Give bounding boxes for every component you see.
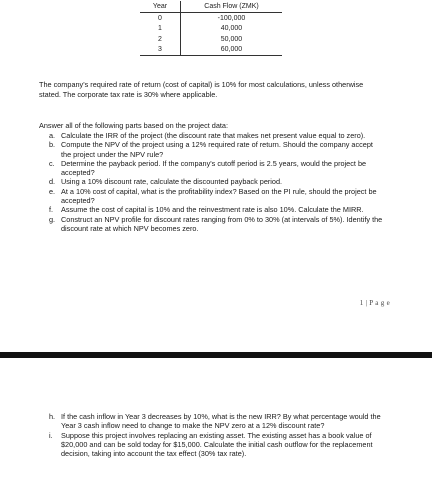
question-label: h. xyxy=(49,412,56,421)
table-row xyxy=(140,24,282,35)
question-item xyxy=(39,177,385,186)
instruction-line: Answer all of the following parts based on the project data: xyxy=(39,121,229,130)
question-label: f. xyxy=(49,205,54,215)
year-cell: 0 xyxy=(140,13,181,24)
question-text: Using a 10% discount rate, calculate the discounted payback period. xyxy=(61,177,283,187)
question-label: e. xyxy=(49,186,56,196)
question-item xyxy=(39,412,385,431)
page-number: 1 | P a g e xyxy=(359,299,390,307)
question-label: c. xyxy=(49,158,55,168)
question-label: i. xyxy=(49,430,53,440)
question-list xyxy=(39,131,385,233)
question-text: Assume the cost of capital is 10% and the reinvestment rate is also 10%. Calculate the MIRR. xyxy=(61,205,364,215)
year-column-header: Year xyxy=(140,1,181,13)
cash-flow-cell: 50,000 xyxy=(220,35,243,43)
question-item xyxy=(39,140,385,159)
question-label: b. xyxy=(49,140,56,150)
question-item xyxy=(39,205,385,214)
question-text: Compute the NPV of the project using a 12% required rate of return. Should the company accept the project under the NPV rule? xyxy=(61,140,373,159)
question-item xyxy=(39,187,385,206)
document-page-2 xyxy=(0,358,432,500)
question-item xyxy=(39,159,385,178)
question-item xyxy=(39,431,385,459)
year-cell: 1 xyxy=(140,24,181,35)
cash-flow-column-header: Cash Flow (ZMK) xyxy=(181,1,283,13)
question-label: a. xyxy=(49,131,56,140)
cash-flow-table xyxy=(140,1,282,56)
question-text: Calculate the IRR of the project (the discount rate that makes net present value equal to zero). xyxy=(61,131,366,140)
cash-flow-cell: 40,000 xyxy=(220,25,243,33)
question-text: Determine the payback period. If the company's cutoff period is 2.5 years, would the project be accepted? xyxy=(61,158,367,178)
year-cell: 3 xyxy=(140,45,181,56)
year-cell: 2 xyxy=(140,34,181,45)
cash-flow-cell: -100,000 xyxy=(217,14,246,22)
question-label: g. xyxy=(49,214,56,224)
table-row xyxy=(140,45,282,56)
table-row xyxy=(140,34,282,45)
question-text: Construct an NPV profile for discount rates ranging from 0% to 30% (at intervals of 5%). Identify the discount rate at which NPV becomes zero. xyxy=(61,214,383,233)
question-label: d. xyxy=(49,177,56,187)
question-item xyxy=(39,215,385,234)
cash-flow-cell: 60,000 xyxy=(181,45,283,56)
question-list xyxy=(39,412,385,458)
question-text: At a 10% cost of capital, what is the profitability index? Based on the PI rule, should the project be accepted? xyxy=(61,186,377,206)
question-text: If the cash inflow in Year 3 decreases by 10%, what is the new IRR? By what percentage would the Year 3 cash inflow need to change to make the NPV zero at a 12% discount rate? xyxy=(61,412,381,431)
intro-paragraph: The company's required rate of return (cost of capital) is 10% for most calculations, unless otherwise stated. The corporate tax rate is 30% where applicable. xyxy=(39,80,364,99)
table-header-row xyxy=(140,1,282,13)
question-item xyxy=(39,131,385,140)
question-text: Suppose this project involves replacing an existing asset. The existing asset has a book value of $20,000 and can be sold today for $15,000. Calculate the initial cash outflow for the replacement decision, taking into account the tax effect (30% tax rate). xyxy=(61,430,373,459)
table-row xyxy=(140,13,282,24)
